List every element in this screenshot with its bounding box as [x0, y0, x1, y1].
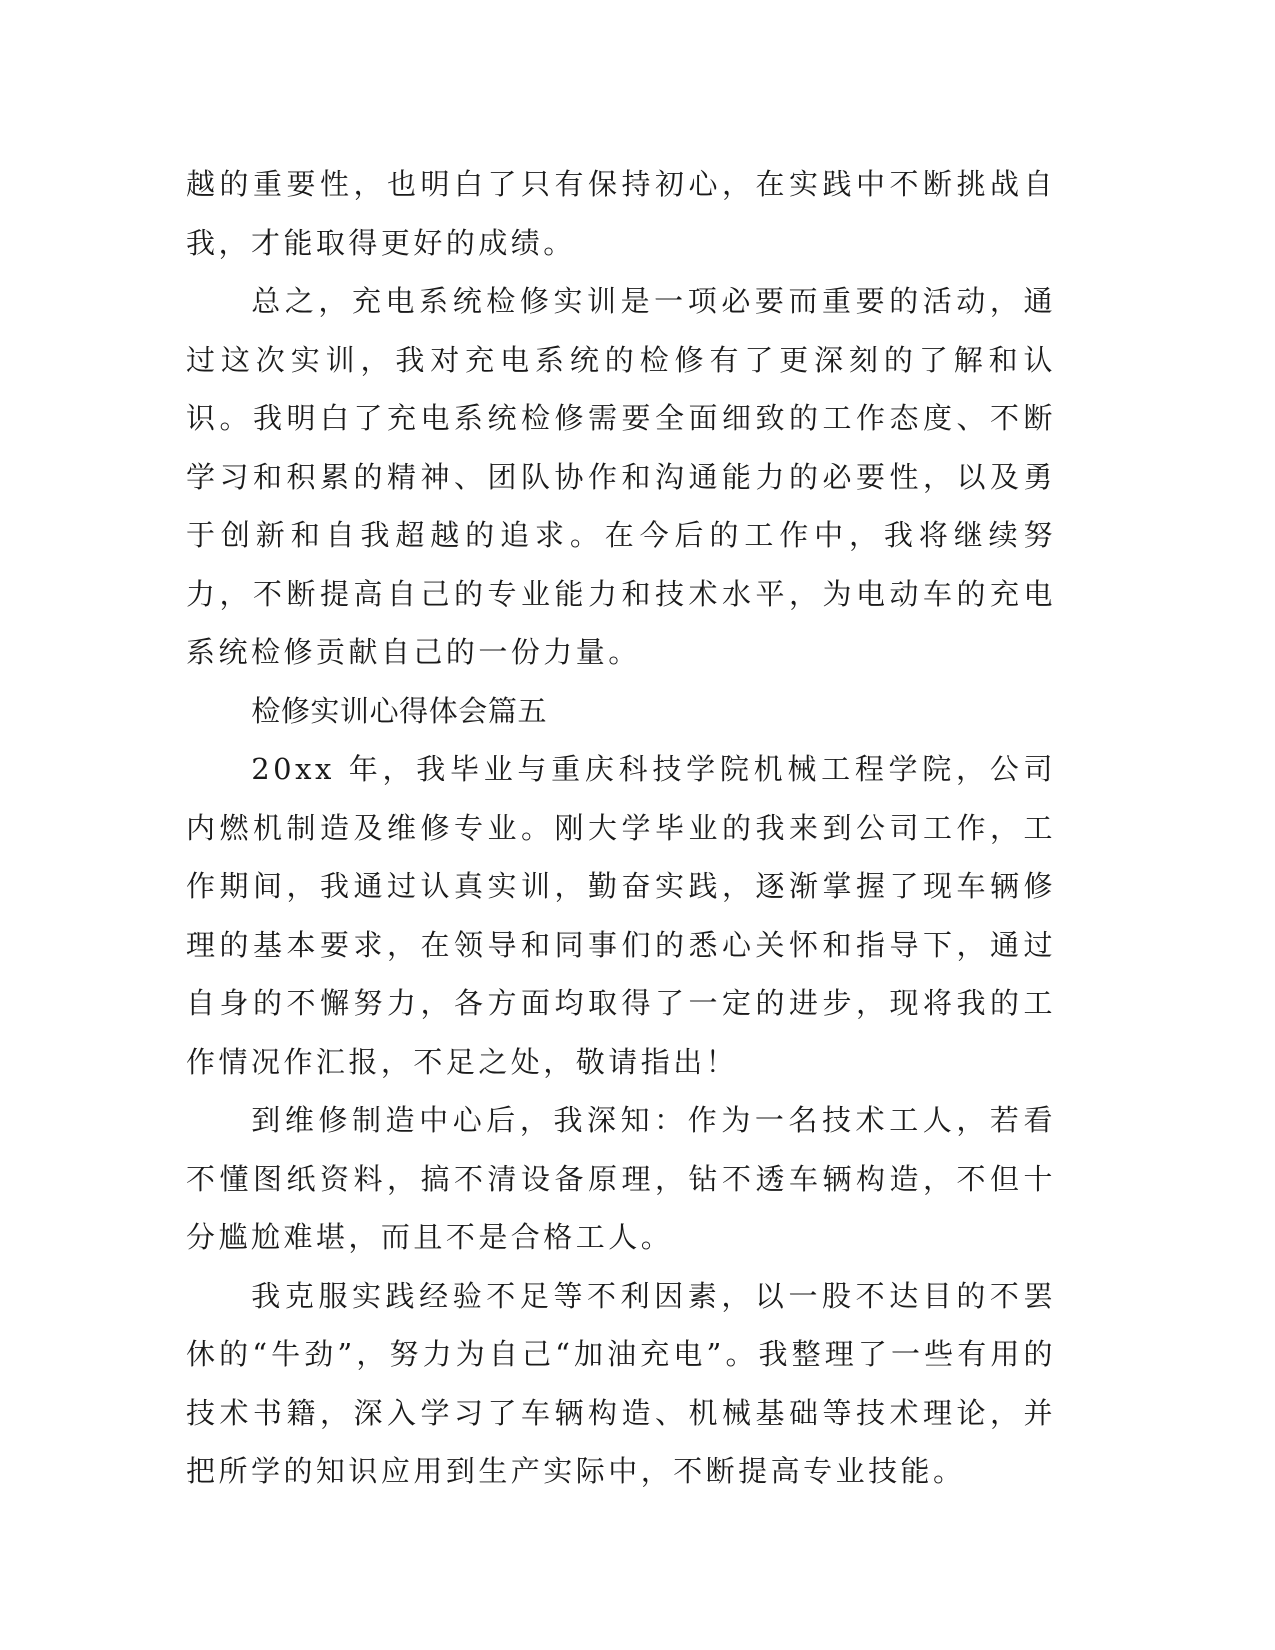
document-body [186, 155, 1056, 1501]
paragraph-summary: 总之，充电系统检修实训是一项必要而重要的活动，通过这次实训，我对充电系统的检修有了更深刻的了解和认识。我明白了充电系统检修需要全面细致的工作态度、不断学习和积累的精神、团队协作和沟通能力的必要性，以及勇于创新和自我超越的追求。在今后的工作中，我将继续努力，不断提高自己的专业能力和技术水平，为电动车的充电系统检修贡献自己的一份力量。 [186, 284, 1056, 669]
section-heading: 检修实训心得体会篇五 [251, 693, 548, 728]
paragraph-realization: 到维修制造中心后，我深知：作为一名技术工人，若看不懂图纸资料，搞不清设备原理，钻不透车辆构造，不但十分尴尬难堪，而且不是合格工人。 [186, 1103, 1056, 1254]
paragraph-continuation: 越的重要性，也明白了只有保持初心，在实践中不断挑战自我，才能取得更好的成绩。 [186, 167, 1056, 260]
paragraph-intro: 20xx 年，我毕业与重庆科技学院机械工程学院，公司内燃机制造及维修专业。刚大学毕业的我来到公司工作，工作期间，我通过认真实训，勤奋实践，逐渐掌握了现车辆修理的基本要求，在领导和同事们的悉心关怀和指导下，通过自身的不懈努力，各方面均取得了一定的进步，现将我的工作情况作汇报，不足之处，敬请指出！ [186, 752, 1056, 1079]
paragraph-effort: 我克服实践经验不足等不利因素，以一股不达目的不罢休的“牛劲”，努力为自己“加油充电”。我整理了一些有用的技术书籍，深入学习了车辆构造、机械基础等技术理论，并把所学的知识应用到生产实际中，不断提高专业技能。 [186, 1278, 1056, 1488]
